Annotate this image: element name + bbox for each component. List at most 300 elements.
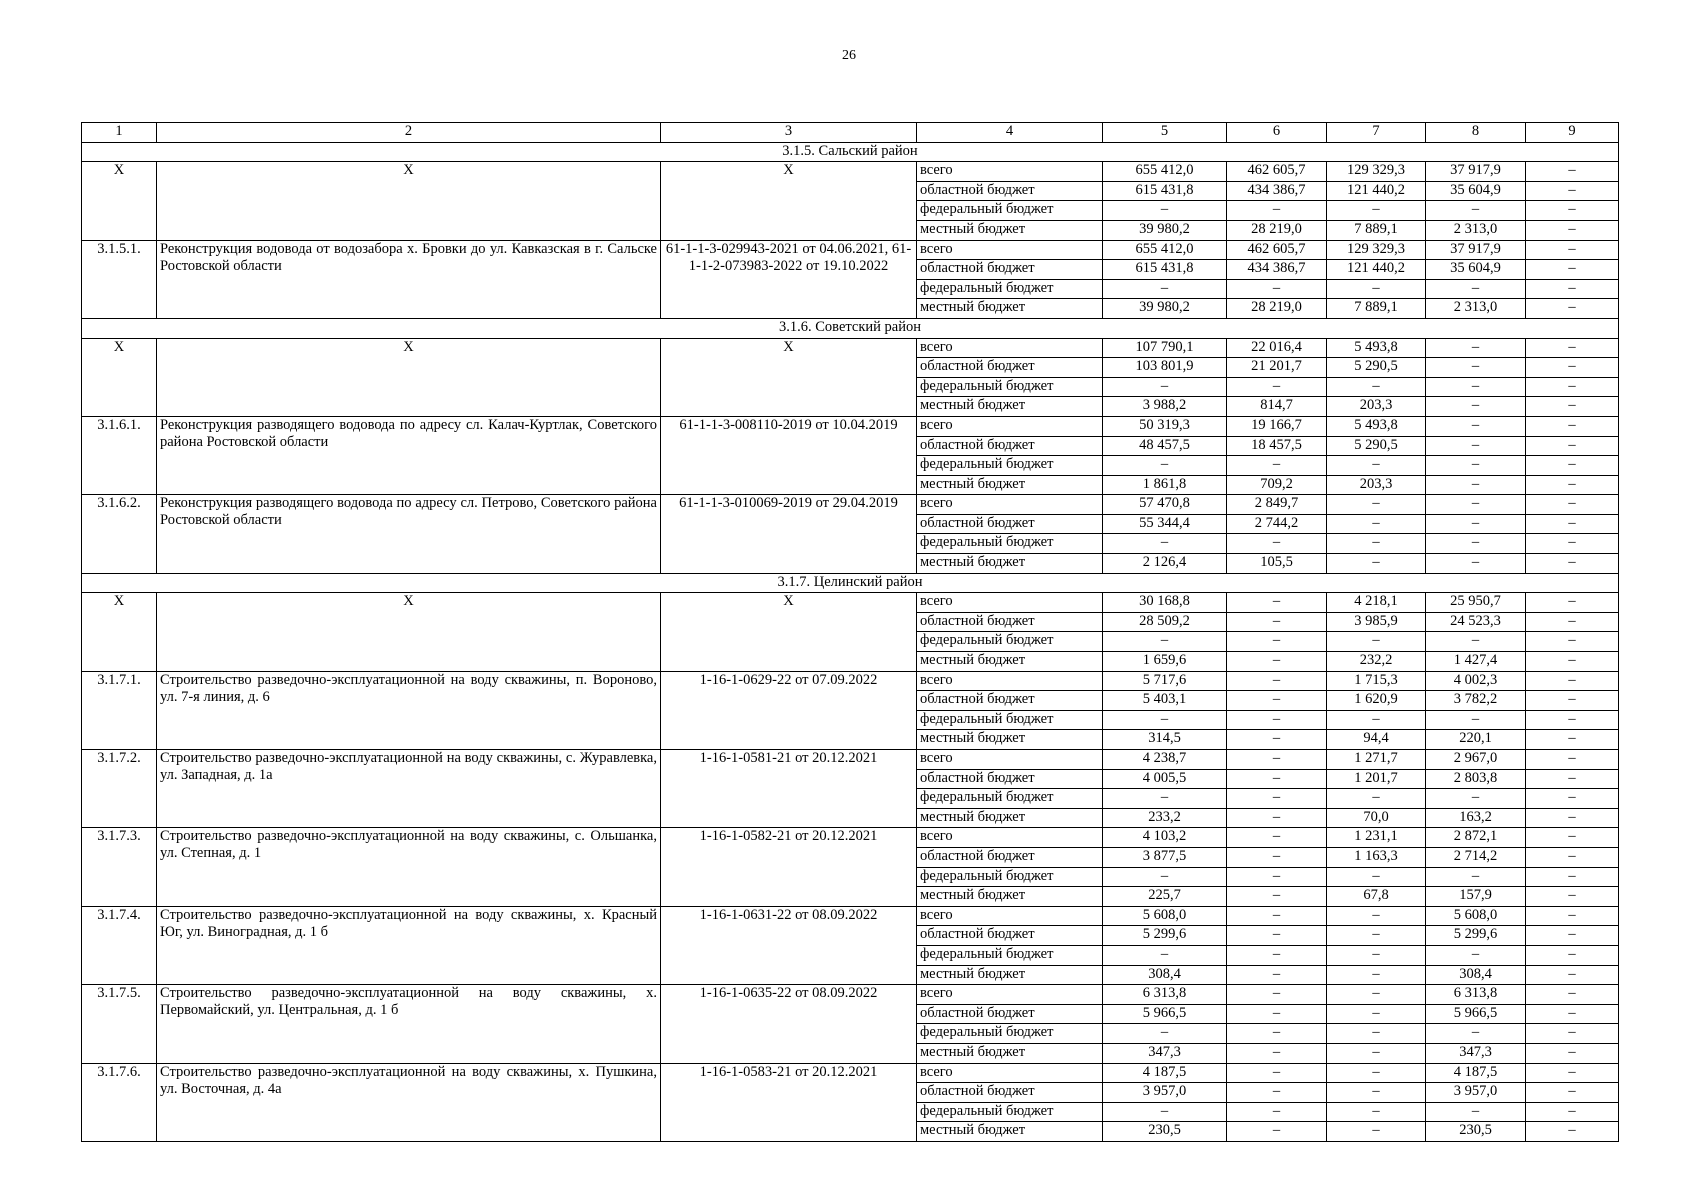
budget-value: 3 782,2 xyxy=(1426,691,1526,711)
budget-value: – xyxy=(1526,1102,1619,1122)
budget-value: – xyxy=(1227,906,1327,926)
budget-value: – xyxy=(1227,1083,1327,1103)
budget-value: 655 412,0 xyxy=(1103,240,1227,260)
budget-value: 28 219,0 xyxy=(1227,220,1327,240)
budget-value: 1 231,1 xyxy=(1327,828,1426,848)
budget-value: 48 457,5 xyxy=(1103,436,1227,456)
budget-value: 35 604,9 xyxy=(1426,260,1526,280)
budget-value: 57 470,8 xyxy=(1103,495,1227,515)
item-name: Строительство разведочно-эксплуатационной на воду скважины, х. Красный Юг, ул. Виноградная, д. 1 б xyxy=(157,906,661,984)
item-number: Х xyxy=(82,593,157,671)
budget-label: местный бюджет xyxy=(917,730,1103,750)
budget-value: – xyxy=(1227,1043,1327,1063)
budget-label: областной бюджет xyxy=(917,514,1103,534)
budget-value: – xyxy=(1327,985,1426,1005)
budget-value: 462 605,7 xyxy=(1227,162,1327,182)
budget-value: – xyxy=(1227,730,1327,750)
budget-value: 814,7 xyxy=(1227,397,1327,417)
budget-value: 6 313,8 xyxy=(1103,985,1227,1005)
table-row xyxy=(82,162,1619,182)
budget-value: – xyxy=(1526,1083,1619,1103)
budget-value: – xyxy=(1526,534,1619,554)
budget-value: 3 957,0 xyxy=(1426,1083,1526,1103)
table-row xyxy=(82,416,1619,436)
table-body xyxy=(82,123,1619,1142)
table-row xyxy=(82,671,1619,691)
budget-value: – xyxy=(1526,985,1619,1005)
budget-value: 129 329,3 xyxy=(1327,240,1426,260)
budget-value: – xyxy=(1227,1004,1327,1024)
budget-label: федеральный бюджет xyxy=(917,632,1103,652)
budget-value: 308,4 xyxy=(1426,965,1526,985)
budget-value: – xyxy=(1526,710,1619,730)
table-row xyxy=(82,240,1619,260)
budget-value: – xyxy=(1526,456,1619,476)
budget-value: 18 457,5 xyxy=(1227,436,1327,456)
table-row xyxy=(82,1063,1619,1083)
budget-value: – xyxy=(1426,201,1526,221)
budget-value: – xyxy=(1327,534,1426,554)
budget-value: – xyxy=(1103,867,1227,887)
column-header: 3 xyxy=(661,123,917,143)
budget-value: – xyxy=(1526,1043,1619,1063)
budget-value: 2 126,4 xyxy=(1103,554,1227,574)
budget-value: 347,3 xyxy=(1103,1043,1227,1063)
budget-value: – xyxy=(1327,1024,1426,1044)
budget-value: – xyxy=(1526,632,1619,652)
column-header: 2 xyxy=(157,123,661,143)
budget-value: 4 187,5 xyxy=(1103,1063,1227,1083)
item-number: Х xyxy=(82,338,157,416)
budget-value: – xyxy=(1327,926,1426,946)
budget-value: – xyxy=(1426,279,1526,299)
budget-value: 129 329,3 xyxy=(1327,162,1426,182)
table-row xyxy=(82,338,1619,358)
section-title: 3.1.7. Целинский район xyxy=(82,573,1619,593)
budget-label: всего xyxy=(917,593,1103,613)
table-row xyxy=(82,750,1619,770)
budget-value: 28 219,0 xyxy=(1227,299,1327,319)
item-code: 1-16-1-0635-22 от 08.09.2022 xyxy=(661,985,917,1063)
budget-label: всего xyxy=(917,671,1103,691)
table-row xyxy=(82,495,1619,515)
budget-value: – xyxy=(1426,632,1526,652)
budget-value: – xyxy=(1227,593,1327,613)
budget-value: 7 889,1 xyxy=(1327,299,1426,319)
budget-value: 2 849,7 xyxy=(1227,495,1327,515)
budget-value: – xyxy=(1227,1122,1327,1142)
budget-value: 308,4 xyxy=(1103,965,1227,985)
budget-label: федеральный бюджет xyxy=(917,201,1103,221)
budget-label: местный бюджет xyxy=(917,808,1103,828)
budget-value: 4 218,1 xyxy=(1327,593,1426,613)
budget-value: 347,3 xyxy=(1426,1043,1526,1063)
budget-value: – xyxy=(1526,495,1619,515)
budget-value: 434 386,7 xyxy=(1227,260,1327,280)
budget-value: 25 950,7 xyxy=(1426,593,1526,613)
budget-value: 5 966,5 xyxy=(1103,1004,1227,1024)
budget-label: всего xyxy=(917,495,1103,515)
budget-value: – xyxy=(1103,945,1227,965)
budget-value: 7 889,1 xyxy=(1327,220,1426,240)
budget-label: местный бюджет xyxy=(917,397,1103,417)
budget-label: федеральный бюджет xyxy=(917,534,1103,554)
budget-value: 220,1 xyxy=(1426,730,1526,750)
budget-value: 232,2 xyxy=(1327,652,1426,672)
budget-value: – xyxy=(1227,632,1327,652)
budget-value: 22 016,4 xyxy=(1227,338,1327,358)
item-code: 1-16-1-0582-21 от 20.12.2021 xyxy=(661,828,917,906)
item-name: Х xyxy=(157,338,661,416)
budget-value: – xyxy=(1526,1122,1619,1142)
budget-value: 5 290,5 xyxy=(1327,436,1426,456)
budget-value: 5 403,1 xyxy=(1103,691,1227,711)
budget-value: – xyxy=(1103,1102,1227,1122)
budget-value: – xyxy=(1327,1004,1426,1024)
budget-value: 5 717,6 xyxy=(1103,671,1227,691)
budget-value: 462 605,7 xyxy=(1227,240,1327,260)
budget-value: 1 715,3 xyxy=(1327,671,1426,691)
item-number: 3.1.7.4. xyxy=(82,906,157,984)
budget-label: всего xyxy=(917,416,1103,436)
budget-value: 1 861,8 xyxy=(1103,475,1227,495)
budget-value: – xyxy=(1227,789,1327,809)
budget-label: областной бюджет xyxy=(917,691,1103,711)
budget-value: – xyxy=(1526,554,1619,574)
item-name: Х xyxy=(157,162,661,240)
budget-value: 1 620,9 xyxy=(1327,691,1426,711)
budget-value: – xyxy=(1327,1043,1426,1063)
column-header: 8 xyxy=(1426,123,1526,143)
budget-value: – xyxy=(1327,514,1426,534)
budget-value: 2 803,8 xyxy=(1426,769,1526,789)
budget-value: 4 187,5 xyxy=(1426,1063,1526,1083)
column-header: 6 xyxy=(1227,123,1327,143)
budget-value: – xyxy=(1426,1024,1526,1044)
budget-value: – xyxy=(1526,808,1619,828)
budget-value: 30 168,8 xyxy=(1103,593,1227,613)
budget-value: 70,0 xyxy=(1327,808,1426,828)
budget-value: – xyxy=(1526,240,1619,260)
budget-value: – xyxy=(1426,554,1526,574)
budget-value: 2 872,1 xyxy=(1426,828,1526,848)
budget-label: федеральный бюджет xyxy=(917,710,1103,730)
column-header: 4 xyxy=(917,123,1103,143)
budget-value: 233,2 xyxy=(1103,808,1227,828)
budget-value: – xyxy=(1327,906,1426,926)
item-code: Х xyxy=(661,162,917,240)
budget-label: федеральный бюджет xyxy=(917,456,1103,476)
item-name: Реконструкция водовода от водозабора х. Бровки до ул. Кавказская в г. Сальске Ростовской области xyxy=(157,240,661,318)
budget-value: 2 967,0 xyxy=(1426,750,1526,770)
budget-value: – xyxy=(1227,612,1327,632)
budget-value: 314,5 xyxy=(1103,730,1227,750)
item-code: 1-16-1-0583-21 от 20.12.2021 xyxy=(661,1063,917,1141)
budget-value: 5 966,5 xyxy=(1426,1004,1526,1024)
table-row xyxy=(82,985,1619,1005)
column-header: 7 xyxy=(1327,123,1426,143)
budget-value: 615 431,8 xyxy=(1103,260,1227,280)
budget-label: всего xyxy=(917,240,1103,260)
budget-value: – xyxy=(1426,534,1526,554)
item-name: Строительство разведочно-эксплуатационной на воду скважины, х. Пушкина, ул. Восточная, д. 4а xyxy=(157,1063,661,1141)
budget-value: – xyxy=(1327,1063,1426,1083)
budget-value: – xyxy=(1103,632,1227,652)
budget-value: 21 201,7 xyxy=(1227,358,1327,378)
budget-value: 5 290,5 xyxy=(1327,358,1426,378)
budget-label: местный бюджет xyxy=(917,554,1103,574)
budget-value: – xyxy=(1327,201,1426,221)
budget-value: – xyxy=(1227,377,1327,397)
budget-value: – xyxy=(1227,945,1327,965)
item-name: Х xyxy=(157,593,661,671)
budget-value: – xyxy=(1227,808,1327,828)
budget-label: местный бюджет xyxy=(917,475,1103,495)
budget-value: 107 790,1 xyxy=(1103,338,1227,358)
budget-value: – xyxy=(1426,945,1526,965)
budget-value: – xyxy=(1526,436,1619,456)
item-code: Х xyxy=(661,338,917,416)
budget-label: областной бюджет xyxy=(917,847,1103,867)
budget-value: – xyxy=(1526,887,1619,907)
item-code: 1-16-1-0581-21 от 20.12.2021 xyxy=(661,750,917,828)
page-number: 26 xyxy=(842,48,856,63)
budget-value: – xyxy=(1526,1024,1619,1044)
budget-value: 4 002,3 xyxy=(1426,671,1526,691)
column-header: 9 xyxy=(1526,123,1619,143)
budget-value: 121 440,2 xyxy=(1327,181,1426,201)
budget-value: – xyxy=(1426,416,1526,436)
budget-value: 655 412,0 xyxy=(1103,162,1227,182)
budget-value: – xyxy=(1426,338,1526,358)
budget-value: 94,4 xyxy=(1327,730,1426,750)
budget-value: – xyxy=(1227,887,1327,907)
budget-value: 2 744,2 xyxy=(1227,514,1327,534)
budget-value: – xyxy=(1426,514,1526,534)
budget-value: 1 659,6 xyxy=(1103,652,1227,672)
budget-value: 1 201,7 xyxy=(1327,769,1426,789)
item-name: Реконструкция разводящего водовода по адресу сл. Калач-Куртлак, Советского района Ростовской области xyxy=(157,416,661,494)
budget-value: 5 493,8 xyxy=(1327,416,1426,436)
budget-value: 103 801,9 xyxy=(1103,358,1227,378)
budget-table xyxy=(81,122,1619,1142)
budget-value: 163,2 xyxy=(1426,808,1526,828)
budget-value: – xyxy=(1227,201,1327,221)
budget-value: – xyxy=(1327,456,1426,476)
budget-label: местный бюджет xyxy=(917,1122,1103,1142)
budget-value: 37 917,9 xyxy=(1426,240,1526,260)
budget-value: – xyxy=(1327,710,1426,730)
budget-value: – xyxy=(1526,769,1619,789)
budget-value: 434 386,7 xyxy=(1227,181,1327,201)
budget-value: 19 166,7 xyxy=(1227,416,1327,436)
budget-value: – xyxy=(1426,867,1526,887)
budget-value: 230,5 xyxy=(1103,1122,1227,1142)
item-number: 3.1.7.6. xyxy=(82,1063,157,1141)
budget-value: – xyxy=(1227,534,1327,554)
budget-value: – xyxy=(1426,1102,1526,1122)
budget-value: – xyxy=(1526,750,1619,770)
budget-value: 3 877,5 xyxy=(1103,847,1227,867)
item-code: 1-16-1-0629-22 от 07.09.2022 xyxy=(661,671,917,749)
item-name: Строительство разведочно-эксплуатационной на воду скважины, с. Ольшанка, ул. Степная, д. 1 xyxy=(157,828,661,906)
budget-label: местный бюджет xyxy=(917,220,1103,240)
item-name: Реконструкция разводящего водовода по адресу сл. Петрово, Советского района Ростовской области xyxy=(157,495,661,573)
budget-label: всего xyxy=(917,985,1103,1005)
column-number-row xyxy=(82,123,1619,143)
item-number: 3.1.7.2. xyxy=(82,750,157,828)
budget-value: – xyxy=(1327,945,1426,965)
budget-value: – xyxy=(1526,593,1619,613)
budget-value: – xyxy=(1103,1024,1227,1044)
budget-label: областной бюджет xyxy=(917,358,1103,378)
budget-value: – xyxy=(1526,162,1619,182)
budget-value: – xyxy=(1227,867,1327,887)
budget-label: местный бюджет xyxy=(917,887,1103,907)
budget-label: всего xyxy=(917,750,1103,770)
table-row xyxy=(82,828,1619,848)
budget-value: – xyxy=(1227,710,1327,730)
budget-value: – xyxy=(1426,436,1526,456)
budget-value: 5 299,6 xyxy=(1103,926,1227,946)
budget-value: – xyxy=(1426,377,1526,397)
budget-value: 5 493,8 xyxy=(1327,338,1426,358)
budget-value: – xyxy=(1526,965,1619,985)
item-number: Х xyxy=(82,162,157,240)
budget-label: местный бюджет xyxy=(917,1043,1103,1063)
item-code: Х xyxy=(661,593,917,671)
item-name: Строительство разведочно-эксплуатационной на воду скважины, с. Журавлевка, ул. Западная, д. 1а xyxy=(157,750,661,828)
section-title: 3.1.6. Советский район xyxy=(82,318,1619,338)
budget-value: – xyxy=(1526,338,1619,358)
budget-value: – xyxy=(1327,867,1426,887)
budget-label: областной бюджет xyxy=(917,769,1103,789)
budget-value: 230,5 xyxy=(1426,1122,1526,1142)
budget-label: федеральный бюджет xyxy=(917,867,1103,887)
budget-value: – xyxy=(1103,279,1227,299)
budget-label: местный бюджет xyxy=(917,652,1103,672)
budget-value: – xyxy=(1327,554,1426,574)
budget-value: – xyxy=(1227,279,1327,299)
budget-value: 225,7 xyxy=(1103,887,1227,907)
budget-label: местный бюджет xyxy=(917,965,1103,985)
budget-value: 2 714,2 xyxy=(1426,847,1526,867)
budget-value: – xyxy=(1526,867,1619,887)
budget-value: – xyxy=(1526,730,1619,750)
budget-value: 39 980,2 xyxy=(1103,299,1227,319)
budget-value: – xyxy=(1526,945,1619,965)
budget-value: 28 509,2 xyxy=(1103,612,1227,632)
budget-value: – xyxy=(1103,201,1227,221)
budget-value: – xyxy=(1327,789,1426,809)
budget-value: 121 440,2 xyxy=(1327,260,1426,280)
item-number: 3.1.6.1. xyxy=(82,416,157,494)
budget-value: – xyxy=(1426,358,1526,378)
budget-value: – xyxy=(1526,475,1619,495)
budget-value: – xyxy=(1526,906,1619,926)
section-row xyxy=(82,142,1619,162)
budget-value: – xyxy=(1526,358,1619,378)
budget-value: 1 163,3 xyxy=(1327,847,1426,867)
budget-label: областной бюджет xyxy=(917,436,1103,456)
budget-value: 4 238,7 xyxy=(1103,750,1227,770)
budget-value: 203,3 xyxy=(1327,397,1426,417)
budget-value: – xyxy=(1227,671,1327,691)
item-code: 61-1-1-3-029943-2021 от 04.06.2021, 61-1-1-2-073983-2022 от 19.10.2022 xyxy=(661,240,917,318)
budget-value: – xyxy=(1526,926,1619,946)
budget-label: областной бюджет xyxy=(917,926,1103,946)
budget-value: – xyxy=(1327,1122,1426,1142)
budget-value: 1 271,7 xyxy=(1327,750,1426,770)
budget-value: – xyxy=(1103,789,1227,809)
budget-value: 3 957,0 xyxy=(1103,1083,1227,1103)
budget-value: – xyxy=(1526,652,1619,672)
budget-value: 24 523,3 xyxy=(1426,612,1526,632)
budget-value: – xyxy=(1526,279,1619,299)
item-name: Строительство разведочно-эксплуатационной на воду скважины, х. Первомайский, ул. Центральная, д. 1 б xyxy=(157,985,661,1063)
budget-value: – xyxy=(1227,965,1327,985)
budget-value: – xyxy=(1327,1102,1426,1122)
budget-value: – xyxy=(1103,710,1227,730)
budget-value: – xyxy=(1227,691,1327,711)
budget-value: – xyxy=(1103,456,1227,476)
budget-label: всего xyxy=(917,906,1103,926)
budget-value: – xyxy=(1227,1102,1327,1122)
budget-value: – xyxy=(1526,377,1619,397)
budget-value: 5 299,6 xyxy=(1426,926,1526,946)
budget-label: всего xyxy=(917,828,1103,848)
budget-label: областной бюджет xyxy=(917,260,1103,280)
budget-value: 2 313,0 xyxy=(1426,220,1526,240)
budget-value: – xyxy=(1526,220,1619,240)
budget-value: 6 313,8 xyxy=(1426,985,1526,1005)
budget-value: 157,9 xyxy=(1426,887,1526,907)
budget-value: – xyxy=(1227,652,1327,672)
budget-label: областной бюджет xyxy=(917,1083,1103,1103)
budget-value: 1 427,4 xyxy=(1426,652,1526,672)
budget-value: 67,8 xyxy=(1327,887,1426,907)
budget-value: 55 344,4 xyxy=(1103,514,1227,534)
budget-label: федеральный бюджет xyxy=(917,279,1103,299)
item-code: 61-1-1-3-008110-2019 от 10.04.2019 xyxy=(661,416,917,494)
table-row xyxy=(82,906,1619,926)
budget-label: федеральный бюджет xyxy=(917,789,1103,809)
item-number: 3.1.6.2. xyxy=(82,495,157,573)
budget-value: – xyxy=(1426,495,1526,515)
budget-value: – xyxy=(1227,985,1327,1005)
budget-value: 3 985,9 xyxy=(1327,612,1426,632)
section-title: 3.1.5. Сальский район xyxy=(82,142,1619,162)
budget-label: местный бюджет xyxy=(917,299,1103,319)
budget-value: 50 319,3 xyxy=(1103,416,1227,436)
budget-value: 2 313,0 xyxy=(1426,299,1526,319)
budget-value: 5 608,0 xyxy=(1103,906,1227,926)
budget-value: – xyxy=(1103,377,1227,397)
budget-value: 4 103,2 xyxy=(1103,828,1227,848)
budget-value: 37 917,9 xyxy=(1426,162,1526,182)
budget-value: – xyxy=(1426,710,1526,730)
budget-value: – xyxy=(1526,181,1619,201)
item-code: 61-1-1-3-010069-2019 от 29.04.2019 xyxy=(661,495,917,573)
budget-value: 5 608,0 xyxy=(1426,906,1526,926)
budget-label: федеральный бюджет xyxy=(917,1102,1103,1122)
budget-value: 39 980,2 xyxy=(1103,220,1227,240)
budget-value: – xyxy=(1227,769,1327,789)
budget-label: всего xyxy=(917,162,1103,182)
budget-value: – xyxy=(1227,1024,1327,1044)
budget-value: 4 005,5 xyxy=(1103,769,1227,789)
budget-label: федеральный бюджет xyxy=(917,945,1103,965)
